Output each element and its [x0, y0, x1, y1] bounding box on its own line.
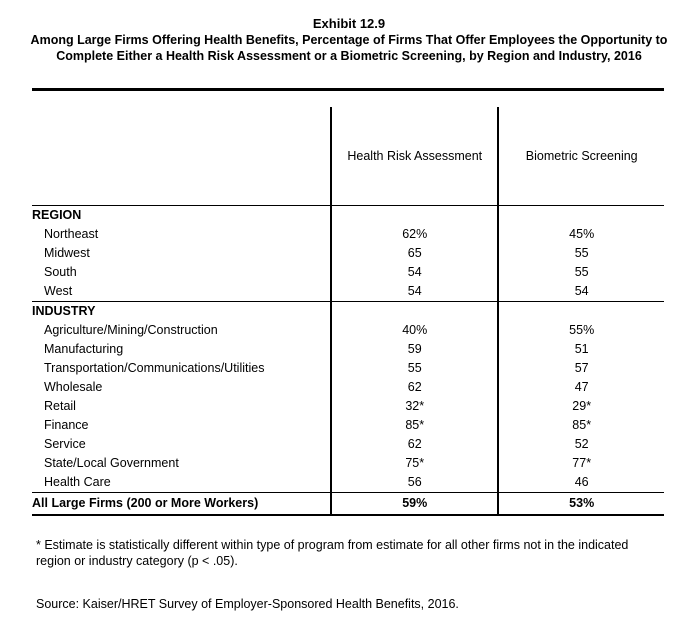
biometric-value: 29* [498, 397, 664, 416]
source-note: Source: Kaiser/HRET Survey of Employer-Sponsored Health Benefits, 2016. [36, 597, 459, 611]
row-label: Service [44, 437, 86, 451]
hra-value: 55 [331, 359, 498, 378]
hra-value: 32* [331, 397, 498, 416]
section-row-industry [32, 302, 664, 322]
row-label: Finance [44, 418, 89, 432]
top-rule [32, 88, 664, 91]
table-row [32, 454, 664, 473]
exhibit-subtitle: Among Large Firms Offering Health Benefits, Percentage of Firms That Offer Employees the Opportunity to Complete Either a Health Risk Assessment or a Biometric Screening, by Region and Industry, 2016 [30, 33, 668, 63]
row-label: Northeast [44, 227, 99, 241]
data-table [32, 107, 664, 516]
column-header-biometric: Biometric Screening [498, 107, 664, 206]
total-hra-value: 59% [331, 493, 498, 516]
table-row [32, 397, 664, 416]
hra-value: 85* [331, 416, 498, 435]
row-label: Manufacturing [44, 342, 124, 356]
hra-value: 40% [331, 321, 498, 340]
biometric-value: 55 [498, 244, 664, 263]
hra-value: 56 [331, 473, 498, 493]
title-block [0, 16, 698, 64]
table-row [32, 435, 664, 454]
total-biometric-value: 53% [498, 493, 664, 516]
table-row [32, 359, 664, 378]
header-blank-cell [32, 107, 331, 206]
total-label: All Large Firms (200 or More Workers) [32, 493, 331, 516]
row-label: South [44, 265, 77, 279]
hra-value: 62% [331, 225, 498, 244]
column-header-hra: Health Risk Assessment [331, 107, 498, 206]
hra-value: 54 [331, 263, 498, 282]
row-label: State/Local Government [44, 456, 179, 470]
hra-value: 75* [331, 454, 498, 473]
section-row-region [32, 206, 664, 226]
footnote: * Estimate is statistically different within type of program from estimate for all other firms not in the indicated region or industry category (p < .05). [36, 538, 629, 568]
hra-value: 54 [331, 282, 498, 302]
biometric-value: 45% [498, 225, 664, 244]
biometric-value: 57 [498, 359, 664, 378]
biometric-value: 52 [498, 435, 664, 454]
hra-value: 62 [331, 435, 498, 454]
biometric-value: 55 [498, 263, 664, 282]
table-row [32, 473, 664, 493]
hra-value: 65 [331, 244, 498, 263]
section-label: INDUSTRY [32, 302, 331, 322]
column-header-row [32, 107, 664, 206]
row-label: West [44, 284, 73, 298]
table-row [32, 225, 664, 244]
biometric-value: 47 [498, 378, 664, 397]
table-row [32, 263, 664, 282]
row-label: Agriculture/Mining/Construction [44, 323, 218, 337]
total-row [32, 493, 664, 516]
row-label: Wholesale [44, 380, 103, 394]
table-row [32, 378, 664, 397]
biometric-value: 85* [498, 416, 664, 435]
table-row [32, 416, 664, 435]
biometric-value: 46 [498, 473, 664, 493]
table-row [32, 282, 664, 302]
row-label: Midwest [44, 246, 90, 260]
row-label: Transportation/Communications/Utilities [44, 361, 265, 375]
hra-value: 59 [331, 340, 498, 359]
section-label: REGION [32, 206, 331, 226]
table-row [32, 244, 664, 263]
hra-value: 62 [331, 378, 498, 397]
table-row [32, 340, 664, 359]
table-row [32, 321, 664, 340]
biometric-value: 77* [498, 454, 664, 473]
row-label: Health Care [44, 475, 111, 489]
exhibit-title: Exhibit 12.9 [312, 16, 386, 31]
biometric-value: 55% [498, 321, 664, 340]
biometric-value: 54 [498, 282, 664, 302]
row-label: Retail [44, 399, 76, 413]
biometric-value: 51 [498, 340, 664, 359]
